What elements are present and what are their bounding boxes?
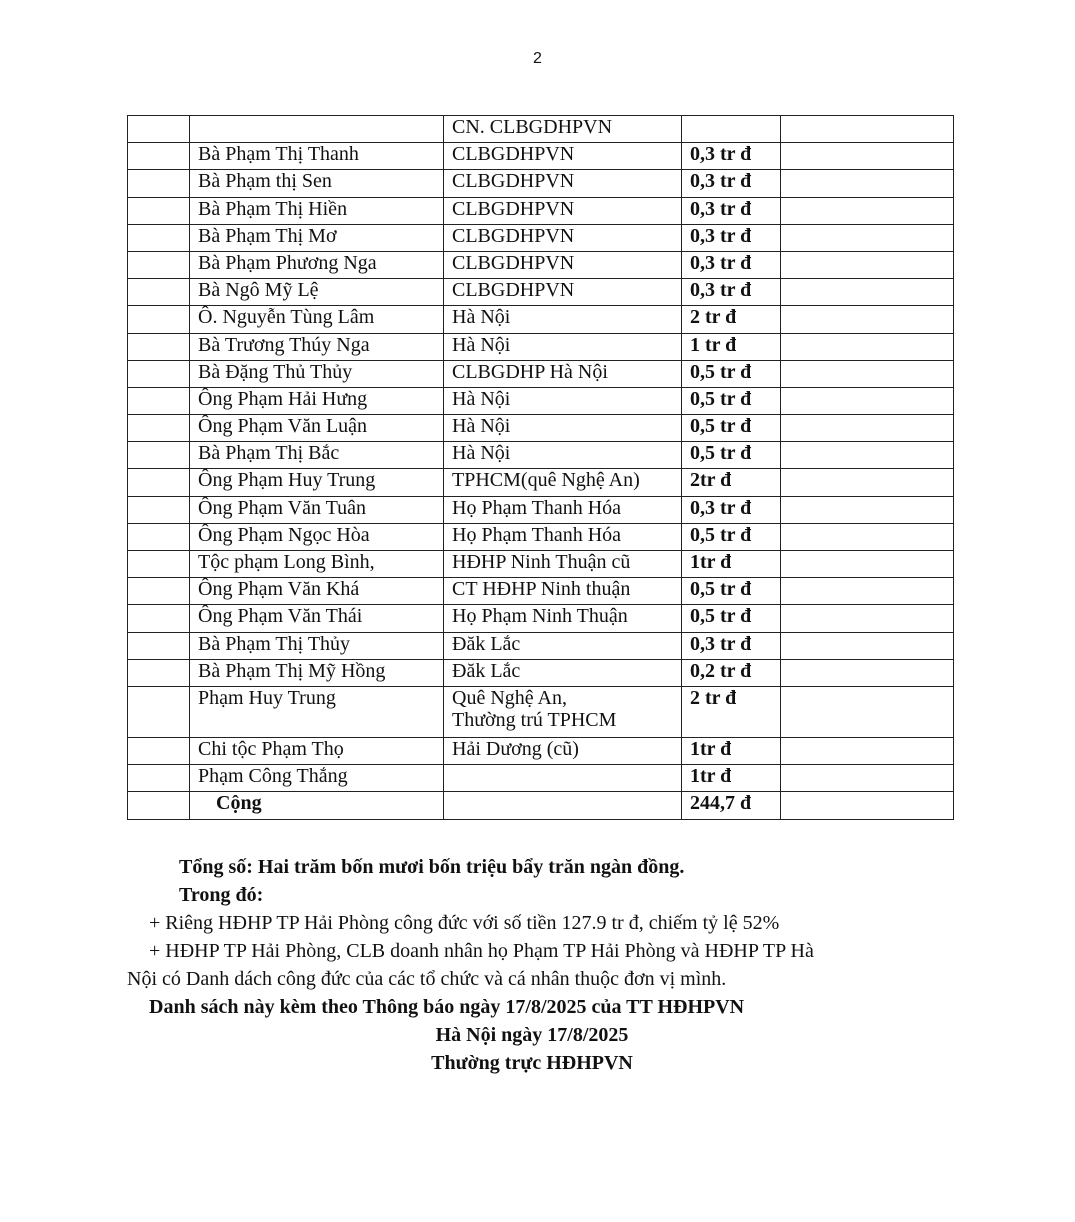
table-row (128, 496, 954, 523)
index-cell (128, 387, 190, 414)
donor-name-cell: Phạm Huy Trung (190, 686, 444, 737)
among-label: Trong đó: (179, 884, 264, 906)
amount-cell: 0,3 tr đ (682, 496, 781, 523)
index-cell (128, 496, 190, 523)
organization-cell: Hà Nội (444, 442, 682, 469)
organization-cell: Hà Nội (444, 415, 682, 442)
donor-name-cell (190, 116, 444, 143)
note-cell (781, 737, 954, 764)
organization-cell: CLBGDHPVN (444, 251, 682, 278)
index-cell (128, 523, 190, 550)
donor-name-cell: Bà Phạm Thị Bắc (190, 442, 444, 469)
table-row (128, 333, 954, 360)
amount-cell: 2tr đ (682, 469, 781, 496)
donor-name-cell: Ông Phạm Văn Tuân (190, 496, 444, 523)
note-cell (781, 792, 954, 819)
donor-name-cell: Bà Phạm Thị Hiền (190, 197, 444, 224)
note-cell (781, 306, 954, 333)
organization-cell: Họ Phạm Thanh Hóa (444, 496, 682, 523)
donor-name-cell: Ông Phạm Văn Khá (190, 578, 444, 605)
note-cell (781, 387, 954, 414)
amount-cell: 0,3 tr đ (682, 224, 781, 251)
organization-cell (444, 792, 682, 819)
index-cell (128, 551, 190, 578)
amount-cell: 0,3 tr đ (682, 170, 781, 197)
organization-cell: Hà Nội (444, 387, 682, 414)
page-number: 2 (533, 50, 542, 67)
amount-cell: 2 tr đ (682, 686, 781, 737)
donor-name-cell: Bà Phạm Phương Nga (190, 251, 444, 278)
index-cell (128, 442, 190, 469)
donor-name-cell: Bà Phạm Thị Thanh (190, 143, 444, 170)
index-cell (128, 605, 190, 632)
donor-name-cell: Bà Phạm thị Sen (190, 170, 444, 197)
table-row (128, 306, 954, 333)
amount-cell: 0,3 tr đ (682, 197, 781, 224)
table-row (128, 765, 954, 792)
organization-cell: CLBGDHPVN (444, 279, 682, 306)
table-row (128, 360, 954, 387)
table-row (128, 632, 954, 659)
organization-cell: Họ Phạm Ninh Thuận (444, 605, 682, 632)
amount-cell: 1 tr đ (682, 333, 781, 360)
donor-name-cell: Ô. Nguyễn Tùng Lâm (190, 306, 444, 333)
amount-cell: 0,5 tr đ (682, 523, 781, 550)
note-cell (781, 469, 954, 496)
donor-name-cell: Tộc phạm Long Bình, (190, 551, 444, 578)
note-bullet: + Riêng HĐHP TP Hải Phòng công đức với số tiền 127.9 tr đ, chiếm tỷ lệ 52% (149, 912, 780, 934)
organization-cell: Hà Nội (444, 306, 682, 333)
note-cell (781, 143, 954, 170)
table-row (128, 251, 954, 278)
index-cell (128, 765, 190, 792)
table-row (128, 469, 954, 496)
note-cell (781, 279, 954, 306)
index-cell (128, 737, 190, 764)
amount-cell: 0,5 tr đ (682, 442, 781, 469)
amount-cell: 0,5 tr đ (682, 605, 781, 632)
amount-cell: 2 tr đ (682, 306, 781, 333)
index-cell (128, 632, 190, 659)
organization-cell: HĐHP Ninh Thuận cũ (444, 551, 682, 578)
donor-name-cell: Ông Phạm Văn Luận (190, 415, 444, 442)
place-date: Hà Nội ngày 17/8/2025 (435, 1024, 629, 1046)
note-cell (781, 496, 954, 523)
note-cell (781, 333, 954, 360)
note-cell (781, 116, 954, 143)
amount-cell: 0,3 tr đ (682, 251, 781, 278)
amount-cell: 0,3 tr đ (682, 279, 781, 306)
amount-cell: 0,5 tr đ (682, 578, 781, 605)
donor-name-cell: Ông Phạm Ngọc Hòa (190, 523, 444, 550)
table-row (128, 737, 954, 764)
table-row (128, 551, 954, 578)
donor-name-cell: Bà Trương Thúy Nga (190, 333, 444, 360)
table-row (128, 659, 954, 686)
amount-cell: 0,3 tr đ (682, 632, 781, 659)
index-cell (128, 792, 190, 819)
donation-table (127, 115, 954, 820)
index-cell (128, 251, 190, 278)
donor-name-cell: Bà Ngô Mỹ Lệ (190, 279, 444, 306)
table-row (128, 387, 954, 414)
amount-cell: 0,5 tr đ (682, 415, 781, 442)
note-cell (781, 360, 954, 387)
table-row (128, 442, 954, 469)
index-cell (128, 578, 190, 605)
organization-cell: Đăk Lắc (444, 659, 682, 686)
table-row (128, 415, 954, 442)
donor-name-cell: Bà Phạm Thị Mỹ Hồng (190, 659, 444, 686)
index-cell (128, 224, 190, 251)
donor-name-cell: Bà Phạm Thị Thủy (190, 632, 444, 659)
donor-name-cell: Bà Đặng Thủ Thủy (190, 360, 444, 387)
note-cell (781, 197, 954, 224)
index-cell (128, 143, 190, 170)
signatory: Thường trực HĐHPVN (431, 1052, 633, 1074)
table-row (128, 686, 954, 737)
attachment-note: Danh sách này kèm theo Thông báo ngày 17/8/2025 của TT HĐHPVN (149, 996, 745, 1018)
organization-cell: TPHCM(quê Nghệ An) (444, 469, 682, 496)
table-row (128, 279, 954, 306)
amount-cell: 1tr đ (682, 737, 781, 764)
amount-cell: 0,2 tr đ (682, 659, 781, 686)
amount-cell: 0,5 tr đ (682, 387, 781, 414)
table-row (128, 116, 954, 143)
donor-name-cell: Chi tộc Phạm Thọ (190, 737, 444, 764)
amount-cell: 1tr đ (682, 765, 781, 792)
index-cell (128, 197, 190, 224)
index-cell (128, 170, 190, 197)
organization-cell (444, 765, 682, 792)
index-cell (128, 333, 190, 360)
amount-cell: 0,3 tr đ (682, 143, 781, 170)
donor-name-cell: Ông Phạm Huy Trung (190, 469, 444, 496)
index-cell (128, 360, 190, 387)
index-cell (128, 415, 190, 442)
index-cell (128, 116, 190, 143)
note-bullet-continuation: Nội có Danh dách công đức của các tổ chức và cá nhân thuộc đơn vị mình. (127, 968, 727, 990)
organization-line: Thường trú TPHCM (452, 708, 617, 731)
note-cell (781, 765, 954, 792)
donor-name-cell: Ông Phạm Hải Hưng (190, 387, 444, 414)
note-cell (781, 224, 954, 251)
table-row (128, 224, 954, 251)
organization-cell: CLBGDHPVN (444, 224, 682, 251)
amount-cell: 0,5 tr đ (682, 360, 781, 387)
organization-cell: Hải Dương (cũ) (444, 737, 682, 764)
table-row (128, 197, 954, 224)
index-cell (128, 686, 190, 737)
note-cell (781, 605, 954, 632)
note-cell (781, 170, 954, 197)
table-row (128, 578, 954, 605)
organization-cell: Đăk Lắc (444, 632, 682, 659)
amount-cell (682, 116, 781, 143)
table-row (128, 170, 954, 197)
organization-cell: CT HĐHP Ninh thuận (444, 578, 682, 605)
note-cell (781, 415, 954, 442)
note-cell (781, 251, 954, 278)
donor-name-cell: Phạm Công Thắng (190, 765, 444, 792)
index-cell (128, 279, 190, 306)
notes-section (127, 853, 927, 1077)
table-row (128, 605, 954, 632)
amount-cell: 1tr đ (682, 551, 781, 578)
organization-cell: CLBGDHP Hà Nội (444, 360, 682, 387)
organization-line: Quê Nghệ An, (452, 686, 567, 709)
note-cell (781, 659, 954, 686)
organization-cell: Họ Phạm Thanh Hóa (444, 523, 682, 550)
total-label: Cộng (190, 792, 444, 819)
table-row (128, 143, 954, 170)
note-cell (781, 442, 954, 469)
donor-name-cell: Bà Phạm Thị Mơ (190, 224, 444, 251)
table-row (128, 523, 954, 550)
total-amount: 244,7 đ (682, 792, 781, 819)
organization-cell (444, 686, 682, 737)
note-cell (781, 551, 954, 578)
note-cell (781, 632, 954, 659)
organization-cell: CLBGDHPVN (444, 170, 682, 197)
note-cell (781, 578, 954, 605)
index-cell (128, 469, 190, 496)
organization-cell: Hà Nội (444, 333, 682, 360)
organization-cell: CLBGDHPVN (444, 143, 682, 170)
total-in-words: Tổng số: Hai trăm bốn mươi bốn triệu bẩy trăn ngàn đồng. (179, 856, 685, 878)
donor-name-cell: Ông Phạm Văn Thái (190, 605, 444, 632)
note-cell (781, 523, 954, 550)
note-cell (781, 686, 954, 737)
index-cell (128, 659, 190, 686)
organization-cell: CLBGDHPVN (444, 197, 682, 224)
total-row (128, 792, 954, 819)
index-cell (128, 306, 190, 333)
organization-cell: CN. CLBGDHPVN (444, 116, 682, 143)
note-bullet: + HĐHP TP Hải Phòng, CLB doanh nhân họ Phạm TP Hải Phòng và HĐHP TP Hà (149, 940, 814, 962)
